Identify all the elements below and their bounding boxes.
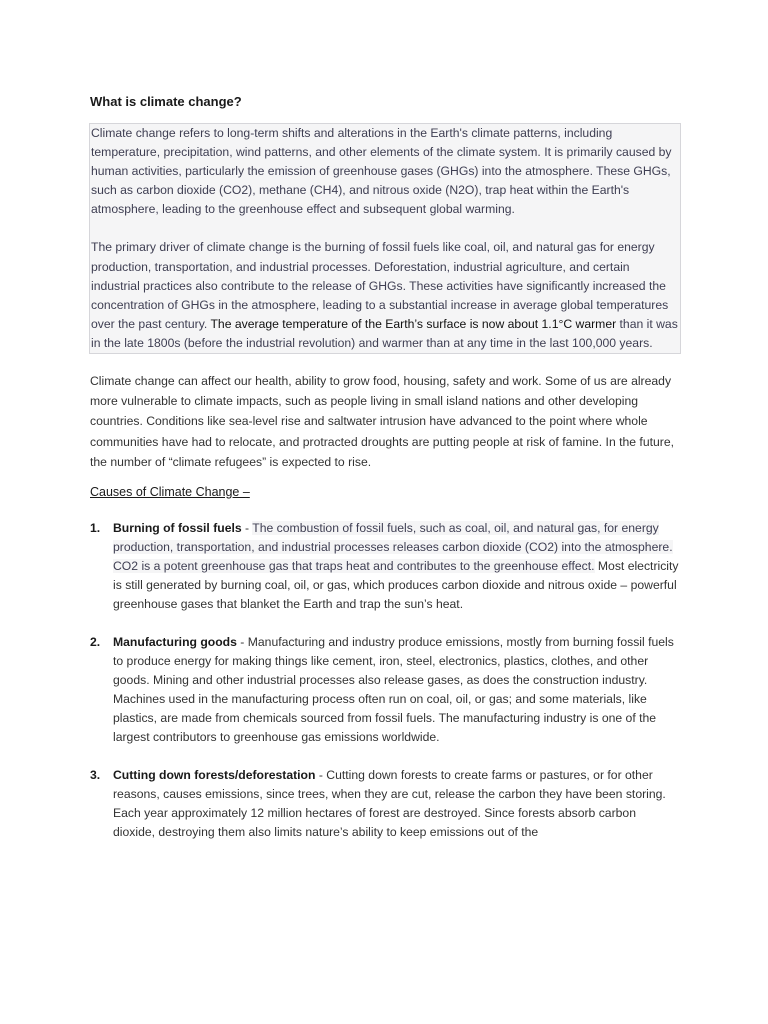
list-item xyxy=(90,766,680,842)
definition-paragraph-2-tail: than it was in the late 1800s (before the industrial revolution) and warmer than at any time in the last 100,000 years. xyxy=(91,316,678,350)
document-content xyxy=(90,94,680,842)
list-item-text: Most electricity is still generated by burning coal, oil, or gas, which produces carbon dioxide and nitrous oxide – powerful greenhouse gases that blanket the Earth and trap the sun’s heat. xyxy=(113,559,679,612)
list-item-highlight: The combustion of fossil fuels, such as coal, oil, and natural gas, for energy production, transportation, and industrial processes releases carbon dioxide (CO2) into the atmosphere. CO2 is a potent greenhouse gas that traps heat and contributes to the greenhouse effect. xyxy=(113,521,673,574)
definition-paragraph-2 xyxy=(91,238,679,353)
definition-paragraph-2-text: The primary driver of climate change is the burning of fossil fuels like coal, oil, and natural gas for energy production, transportation, and industrial processes. Deforestation, industrial agriculture, and certain industrial practices also contribute to the release of GHGs. These activities have significantly increased the concentration of GHGs in the atmosphere, leading to a substantial increase in average global temperatures over the past century. xyxy=(91,240,669,331)
temperature-fact: The average temperature of the Earth’s surface is now about 1.1°C warmer xyxy=(210,316,617,331)
list-item-text: Manufacturing and industry produce emissions, mostly from burning fossil fuels to produce energy for making things like cement, iron, steel, electronics, plastics, clothes, and other goods. Mining and other industrial processes also release gases, as does the construction industry. Machines used in the manufacturing process often run on coal, oil, or gas; and some materials, like plastics, are made from chemicals sourced from fossil fuels. The manufacturing industry is one of the largest contributors to greenhouse gas emissions worldwide. xyxy=(113,635,674,745)
list-item xyxy=(90,633,680,747)
list-item-term: Burning of fossil fuels xyxy=(113,521,242,536)
list-item-number: 3. xyxy=(90,768,101,783)
causes-list xyxy=(90,519,680,842)
causes-heading: Causes of Climate Change – xyxy=(90,485,250,500)
impacts-paragraph: Climate change can affect our health, ability to grow food, housing, safety and work. Some of us are already more vulnerable to climate impacts, such as people living in small island nations and other developing countries. Conditions like sea-level rise and saltwater intrusion have advanced to the point where whole communities have had to relocate, and protracted droughts are putting people at risk of famine. In the future, the number of “climate refugees” is expected to rise. xyxy=(90,374,674,469)
definition-paragraph-1: Climate change refers to long-term shifts and alterations in the Earth's climate patterns, including temperature, precipitation, wind patterns, and other elements of the climate system. It is primarily caused by human activities, particularly the emission of greenhouse gases (GHGs) into the atmosphere. These GHGs, such as carbon dioxide (CO2), methane (CH4), and nitrous oxide (N2O), trap heat within the Earth's atmosphere, leading to the greenhouse effect and subsequent global warming. xyxy=(91,126,672,217)
list-item-separator: - xyxy=(236,635,248,650)
list-item xyxy=(90,519,680,614)
list-item-number: 2. xyxy=(90,635,101,650)
list-item-number: 1. xyxy=(90,521,101,536)
list-item-term: Manufacturing goods xyxy=(113,635,237,650)
list-item-separator: - xyxy=(315,768,327,783)
page-title: What is climate change? xyxy=(90,94,242,109)
list-item-text: Cutting down forests to create farms or pastures, or for other reasons, causes emissions, since trees, when they are cut, release the carbon they have been storing. Each year approximately 12 million hectares of forest are destroyed. Since forests absorb carbon dioxide, destroying them also limits nature’s ability to keep emissions out of the xyxy=(113,768,666,840)
highlighted-definition-box xyxy=(89,123,681,354)
list-item-separator: - xyxy=(241,521,253,536)
list-item-term: Cutting down forests/deforestation xyxy=(113,768,316,783)
